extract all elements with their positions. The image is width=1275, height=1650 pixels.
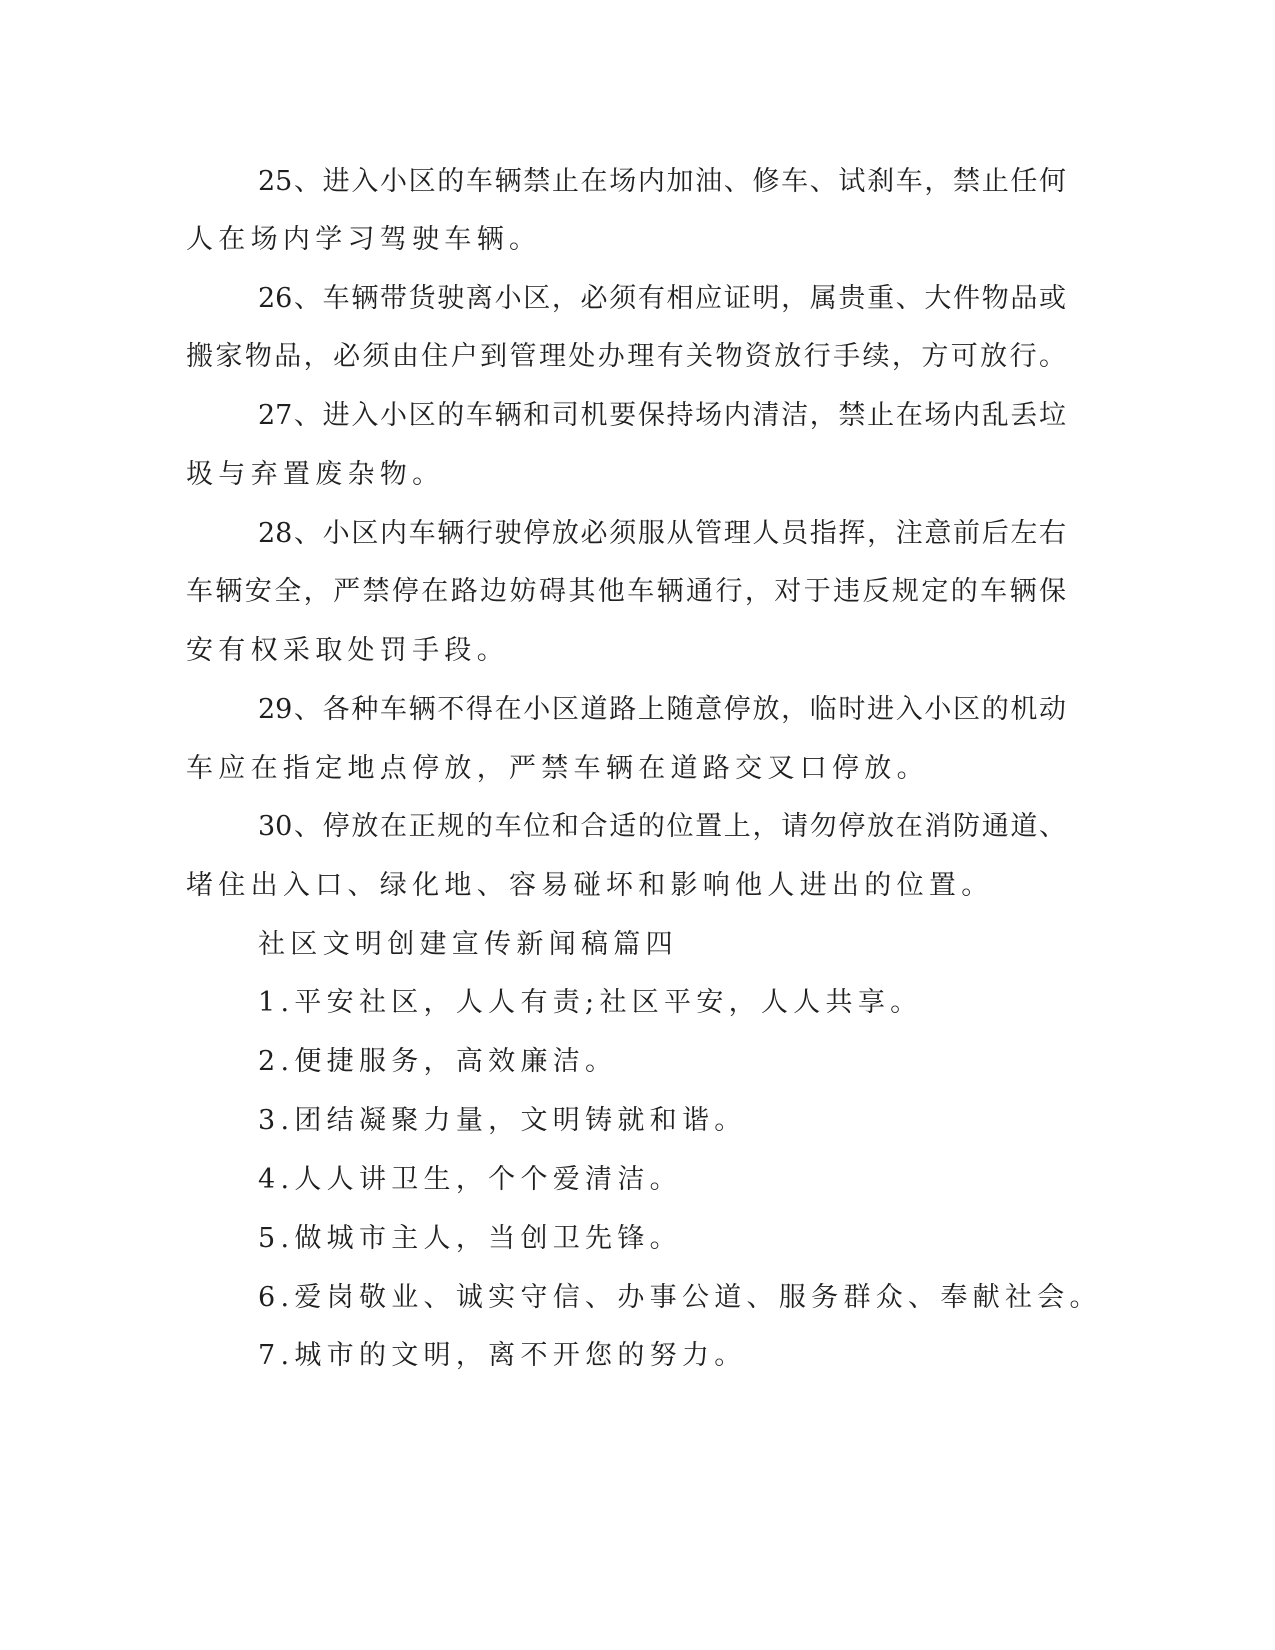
slogan-item-2: 2.便捷服务，高效廉洁。: [258, 1046, 618, 1077]
paragraph-26-line-2: 搬家物品，必须由住户到管理处办理有关物资放行手续，方可放行。: [186, 341, 1066, 372]
paragraph-28-line-1: 28、小区内车辆行驶停放必须服从管理人员指挥，注意前后左右: [258, 518, 1066, 549]
paragraph-29-line-1: 29、各种车辆不得在小区道路上随意停放，临时进入小区的机动: [258, 694, 1066, 725]
paragraph-28-line-2: 车辆安全，严禁停在路边妨碍其他车辆通行，对于违反规定的车辆保: [186, 576, 1066, 607]
paragraph-27-line-2: 圾与弃置废杂物。: [186, 459, 445, 490]
slogan-item-1: 1.平安社区，人人有责;社区平安，人人共享。: [258, 987, 923, 1018]
paragraph-28-line-3: 安有权采取处罚手段。: [186, 635, 509, 666]
paragraph-30-line-1: 30、停放在正规的车位和合适的位置上，请勿停放在消防通道、: [258, 811, 1066, 842]
paragraph-25-line-2: 人在场内学习驾驶车辆。: [186, 224, 542, 255]
section-title: 社区文明创建宣传新闻稿篇四: [258, 929, 678, 960]
slogan-item-4: 4.人人讲卫生，个个爱清洁。: [258, 1164, 682, 1195]
paragraph-26-line-1: 26、车辆带货驶离小区，必须有相应证明，属贵重、大件物品或: [258, 283, 1066, 314]
slogan-item-5: 5.做城市主人，当创卫先锋。: [258, 1223, 682, 1254]
paragraph-27-line-1: 27、进入小区的车辆和司机要保持场内清洁，禁止在场内乱丢垃: [258, 400, 1066, 431]
slogan-item-6: 6.爱岗敬业、诚实守信、办事公道、服务群众、奉献社会。: [258, 1282, 1102, 1313]
paragraph-29-line-2: 车应在指定地点停放，严禁车辆在道路交叉口停放。: [186, 753, 929, 784]
slogan-item-7: 7.城市的文明，离不开您的努力。: [258, 1340, 747, 1371]
paragraph-25-line-1: 25、进入小区的车辆禁止在场内加油、修车、试刹车，禁止任何: [258, 166, 1066, 197]
paragraph-30-line-2: 堵住出入口、绿化地、容易碰坏和影响他人进出的位置。: [186, 870, 994, 901]
slogan-item-3: 3.团结凝聚力量，文明铸就和谐。: [258, 1105, 747, 1136]
